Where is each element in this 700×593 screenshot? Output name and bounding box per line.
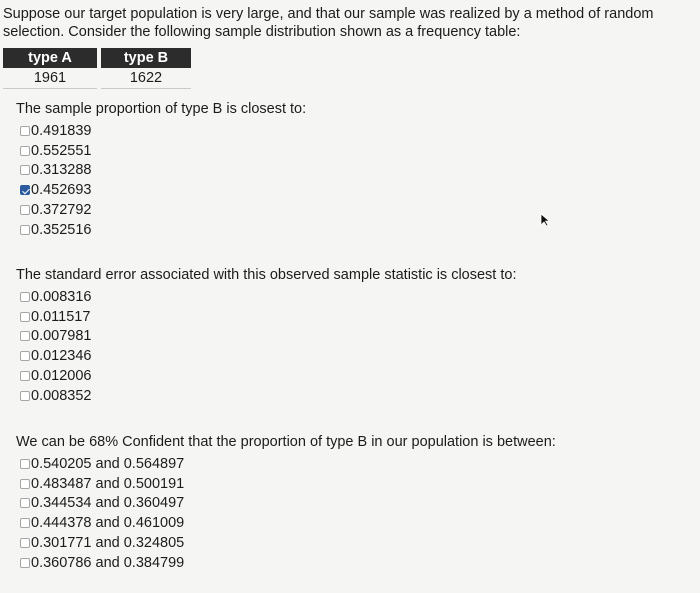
checkbox-icon[interactable] <box>20 459 30 469</box>
option-label: 0.552551 <box>31 142 92 159</box>
answer-option[interactable] <box>20 200 306 220</box>
checkbox-icon[interactable] <box>20 331 30 341</box>
checkbox-icon[interactable] <box>20 205 30 215</box>
question-prompt: We can be 68% Confident that the proportion of type B in our population is between: <box>16 434 556 450</box>
answer-option[interactable] <box>20 327 516 347</box>
option-label: 0.540205 and 0.564897 <box>31 455 185 472</box>
answer-option-selected[interactable] <box>20 180 306 200</box>
frequency-table <box>3 48 191 89</box>
answer-option[interactable] <box>20 346 516 366</box>
answer-option[interactable] <box>20 161 306 181</box>
answer-option[interactable] <box>20 533 556 553</box>
answer-option[interactable] <box>20 513 556 533</box>
answer-option[interactable] <box>20 386 516 406</box>
answer-option[interactable] <box>20 494 556 514</box>
problem-intro: Suppose our target population is very large, and that our sample was realized by a method of random selection. Consider the following sample distribution shown as a frequency table: <box>3 6 654 40</box>
table-cell-type-b: 1622 <box>101 68 191 89</box>
checkbox-icon[interactable] <box>20 391 30 401</box>
checkbox-icon[interactable] <box>20 538 30 548</box>
checkbox-icon[interactable] <box>20 292 30 302</box>
checkbox-icon[interactable] <box>20 165 30 175</box>
checkbox-icon[interactable] <box>20 351 30 361</box>
option-label: 0.344534 and 0.360497 <box>31 495 185 512</box>
answer-option[interactable] <box>20 366 516 386</box>
option-label: 0.008316 <box>31 288 92 305</box>
checkbox-icon[interactable] <box>20 479 30 489</box>
table-header-type-b: type B <box>101 48 191 68</box>
question-prompt: The sample proportion of type B is closest to: <box>16 101 307 117</box>
question-standard-error <box>16 266 516 406</box>
answer-option[interactable] <box>20 121 306 141</box>
checkbox-icon[interactable] <box>20 146 30 156</box>
answer-option[interactable] <box>20 454 556 474</box>
option-label: 0.012006 <box>31 368 92 385</box>
option-label: 0.301771 and 0.324805 <box>31 535 185 552</box>
mouse-cursor-icon <box>540 213 552 227</box>
question-confidence-interval <box>16 433 556 573</box>
option-label: 0.011517 <box>31 308 91 325</box>
option-label: 0.372792 <box>31 202 92 219</box>
table-header-type-a: type A <box>3 48 97 68</box>
answer-option[interactable] <box>20 287 516 307</box>
checkbox-icon[interactable] <box>20 312 30 322</box>
checkbox-icon[interactable] <box>20 126 30 136</box>
checkbox-icon[interactable] <box>20 225 30 235</box>
checkbox-icon[interactable] <box>20 518 30 528</box>
question-prompt: The standard error associated with this observed sample statistic is closest to: <box>16 267 517 283</box>
option-label: 0.452693 <box>31 182 92 199</box>
answer-option[interactable] <box>20 553 556 573</box>
option-label: 0.491839 <box>31 122 92 139</box>
option-label: 0.012346 <box>31 348 92 365</box>
table-row <box>3 68 191 89</box>
option-label: 0.352516 <box>31 221 92 238</box>
question-sample-proportion <box>16 100 306 240</box>
answer-option[interactable] <box>20 141 306 161</box>
checkbox-icon[interactable] <box>20 558 30 568</box>
option-label: 0.313288 <box>31 162 92 179</box>
option-label: 0.008352 <box>31 387 92 404</box>
option-label: 0.360786 and 0.384799 <box>31 554 185 571</box>
table-cell-type-a: 1961 <box>3 68 97 89</box>
answer-option[interactable] <box>20 220 306 240</box>
checkbox-icon[interactable] <box>20 371 30 381</box>
answer-option[interactable] <box>20 474 556 494</box>
option-label: 0.007981 <box>31 328 92 345</box>
option-label: 0.444378 and 0.461009 <box>31 515 185 532</box>
option-label: 0.483487 and 0.500191 <box>31 475 185 492</box>
checkbox-icon[interactable] <box>20 498 30 508</box>
checked-checkbox-icon[interactable] <box>20 185 30 195</box>
answer-option[interactable] <box>20 307 516 327</box>
